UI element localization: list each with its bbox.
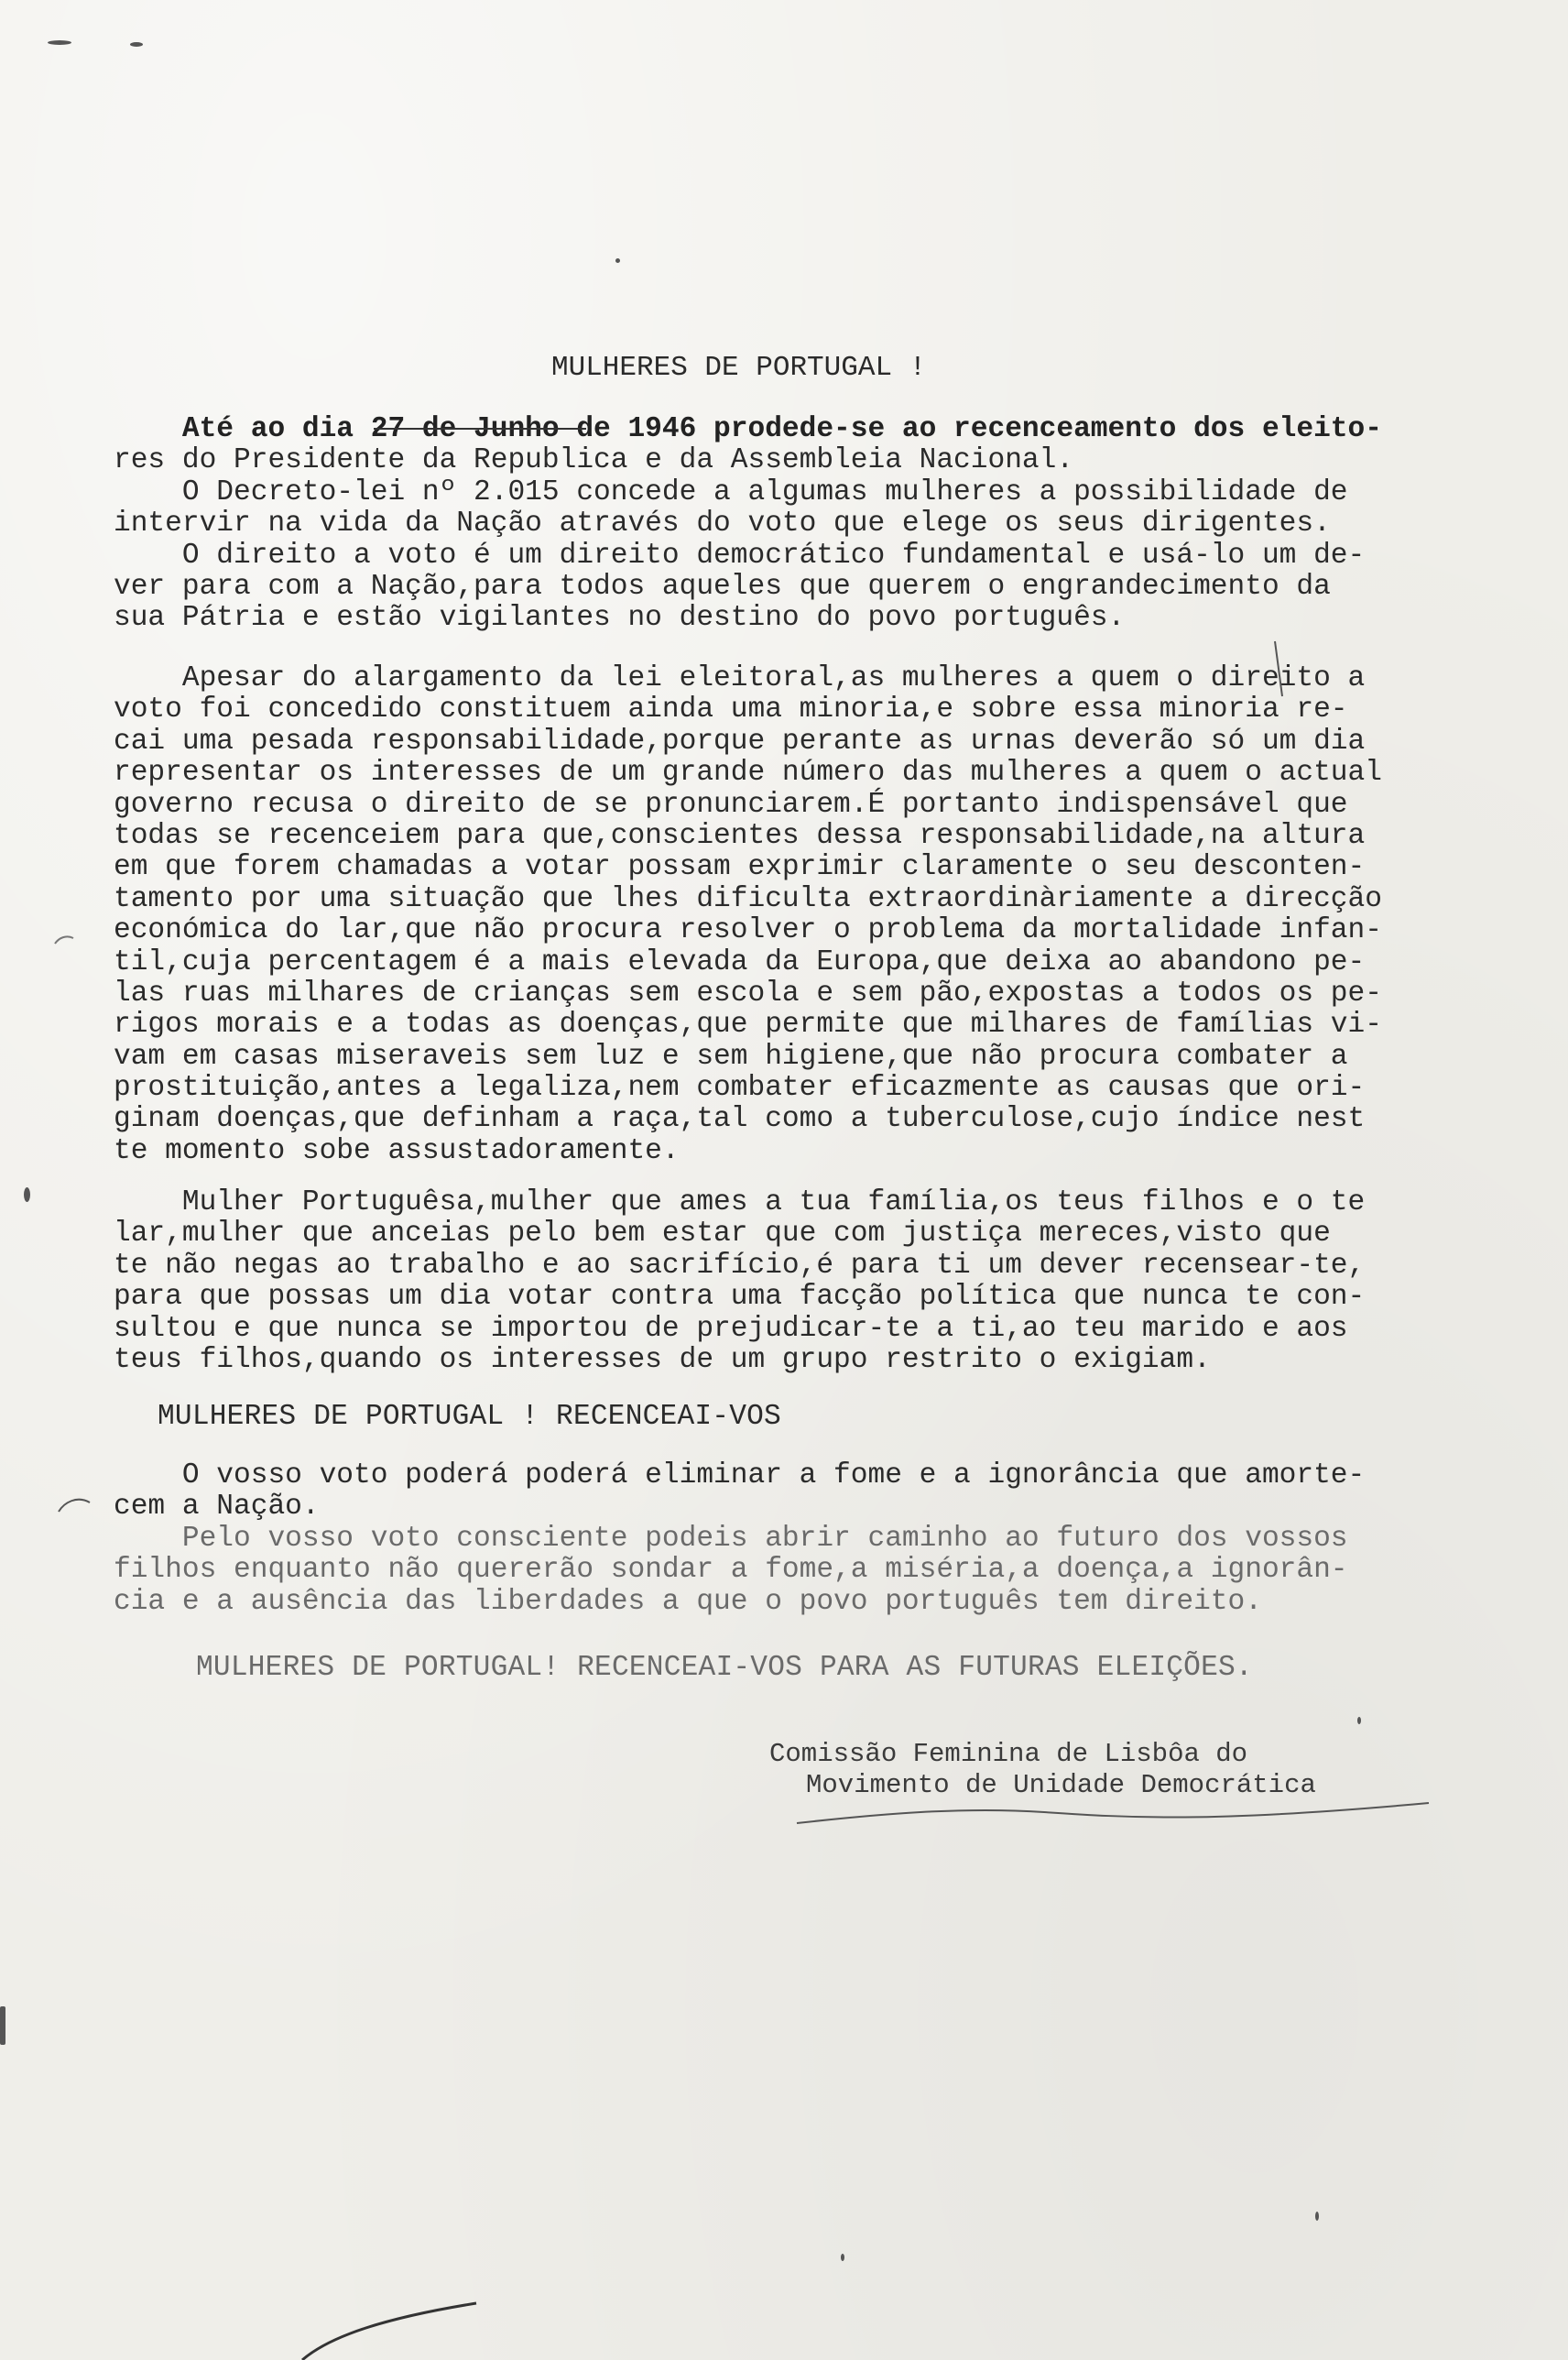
text-line: O direito a voto é um direito democrático fundamental e usá-lo um de- bbox=[114, 539, 1366, 572]
text-line: Apesar do alargamento da lei eleitoral,as mulheres a quem o direito a bbox=[114, 662, 1366, 694]
text-line: representar os interesses de um grande número das mulheres a quem o actual bbox=[114, 757, 1382, 790]
text-line: O vosso voto poderá poderá eliminar a fome e a ignorância que amorte- bbox=[114, 1459, 1366, 1491]
text-line: ginam doenças,que definham a raça,tal como a tuberculose,cujo índice nest bbox=[114, 1103, 1366, 1136]
text-line: Mulher Portuguêsa,mulher que ames a tua família,os teus filhos e o te bbox=[114, 1186, 1366, 1218]
text-line: rigos morais e a todas as doenças,que permite que milhares de famílias vi- bbox=[114, 1009, 1382, 1042]
text-line: em que forem chamadas a votar possam exprimir claramente o seu desconten- bbox=[114, 851, 1366, 884]
text-line: O Decreto-lei nº 2.015 concede a algumas mulheres a possibilidade de bbox=[114, 475, 1348, 508]
text-line: vam em casas miseraveis sem luz e sem higiene,que não procura combater a bbox=[114, 1040, 1348, 1073]
text-line: cem a Nação. bbox=[114, 1491, 320, 1524]
signature-line: Comissão Feminina de Lisbôa do bbox=[769, 1739, 1248, 1769]
text-line: cai uma pesada responsabilidade,porque perante as urnas deverão só um dia bbox=[114, 725, 1366, 758]
closing-call: MULHERES DE PORTUGAL! RECENCEAI-VOS PARA AS FUTURAS ELEIÇÕES. bbox=[196, 1652, 1253, 1684]
text-line: las ruas milhares de crianças sem escola e sem pão,expostas a todos os pe- bbox=[114, 977, 1382, 1010]
text-line: te momento sobe assustadoramente. bbox=[114, 1134, 680, 1167]
subheading: MULHERES DE PORTUGAL ! RECENCEAI-VOS bbox=[158, 1401, 781, 1433]
text-line: cia e a ausência das liberdades a que o povo português tem direito. bbox=[114, 1585, 1262, 1618]
text-line: filhos enquanto não quererão sondar a fome,a miséria,a doença,a ignorân- bbox=[114, 1554, 1348, 1587]
text-line: governo recusa o direito de se pronunciarem.É portanto indispensável que bbox=[114, 788, 1348, 821]
text-line: te não negas ao trabalho e ao sacrifício,é para ti um dever recensear-te, bbox=[114, 1249, 1366, 1282]
text-line: intervir na vida da Nação através do voto que elege os seus dirigentes. bbox=[114, 508, 1331, 541]
text-line: tamento por uma situação que lhes dificulta extraordinàriamente a direcção bbox=[114, 882, 1382, 915]
text-line: Pelo vosso voto consciente podeis abrir caminho ao futuro dos vossos bbox=[114, 1522, 1348, 1555]
text-line: sua Pátria e estão vigilantes no destino do povo português. bbox=[114, 602, 1126, 635]
text-line: sultou e que nunca se importou de prejudicar-te a ti,ao teu marido e aos bbox=[114, 1312, 1348, 1345]
text-line: para que possas um dia votar contra uma facção política que nunca te con- bbox=[114, 1281, 1366, 1314]
text-line: todas se recenceiem para que,conscientes dessa responsabilidade,na altura bbox=[114, 819, 1366, 852]
text-line: prostituição,antes a legaliza,nem combater eficazmente as causas que ori- bbox=[114, 1072, 1366, 1105]
text-line: teus filhos,quando os interesses de um grupo restrito o exigiam. bbox=[114, 1343, 1211, 1376]
text-line: lar,mulher que anceias pelo bem estar que com justiça mereces,visto que bbox=[114, 1218, 1331, 1251]
text-line: ver para com a Nação,para todos aqueles que querem o engrandecimento da bbox=[114, 570, 1331, 603]
signature-line: Movimento de Unidade Democrática bbox=[806, 1770, 1316, 1800]
text-line: res do Presidente da Republica e da Assembleia Nacional. bbox=[114, 444, 1074, 477]
document-title: MULHERES DE PORTUGAL ! bbox=[551, 352, 927, 384]
text-line: Até ao dia 27 de Junho de 1946 prodede-se ao recenceamento dos eleito- bbox=[114, 413, 1382, 445]
text-line: til,cuja percentagem é a mais elevada da Europa,que deixa ao abandono pe- bbox=[114, 945, 1366, 978]
text-line: económica do lar,que não procura resolver o problema da mortalidade infan- bbox=[114, 914, 1382, 947]
text-line: voto foi concedido constituem ainda uma minoria,e sobre essa minoria re- bbox=[114, 694, 1348, 727]
